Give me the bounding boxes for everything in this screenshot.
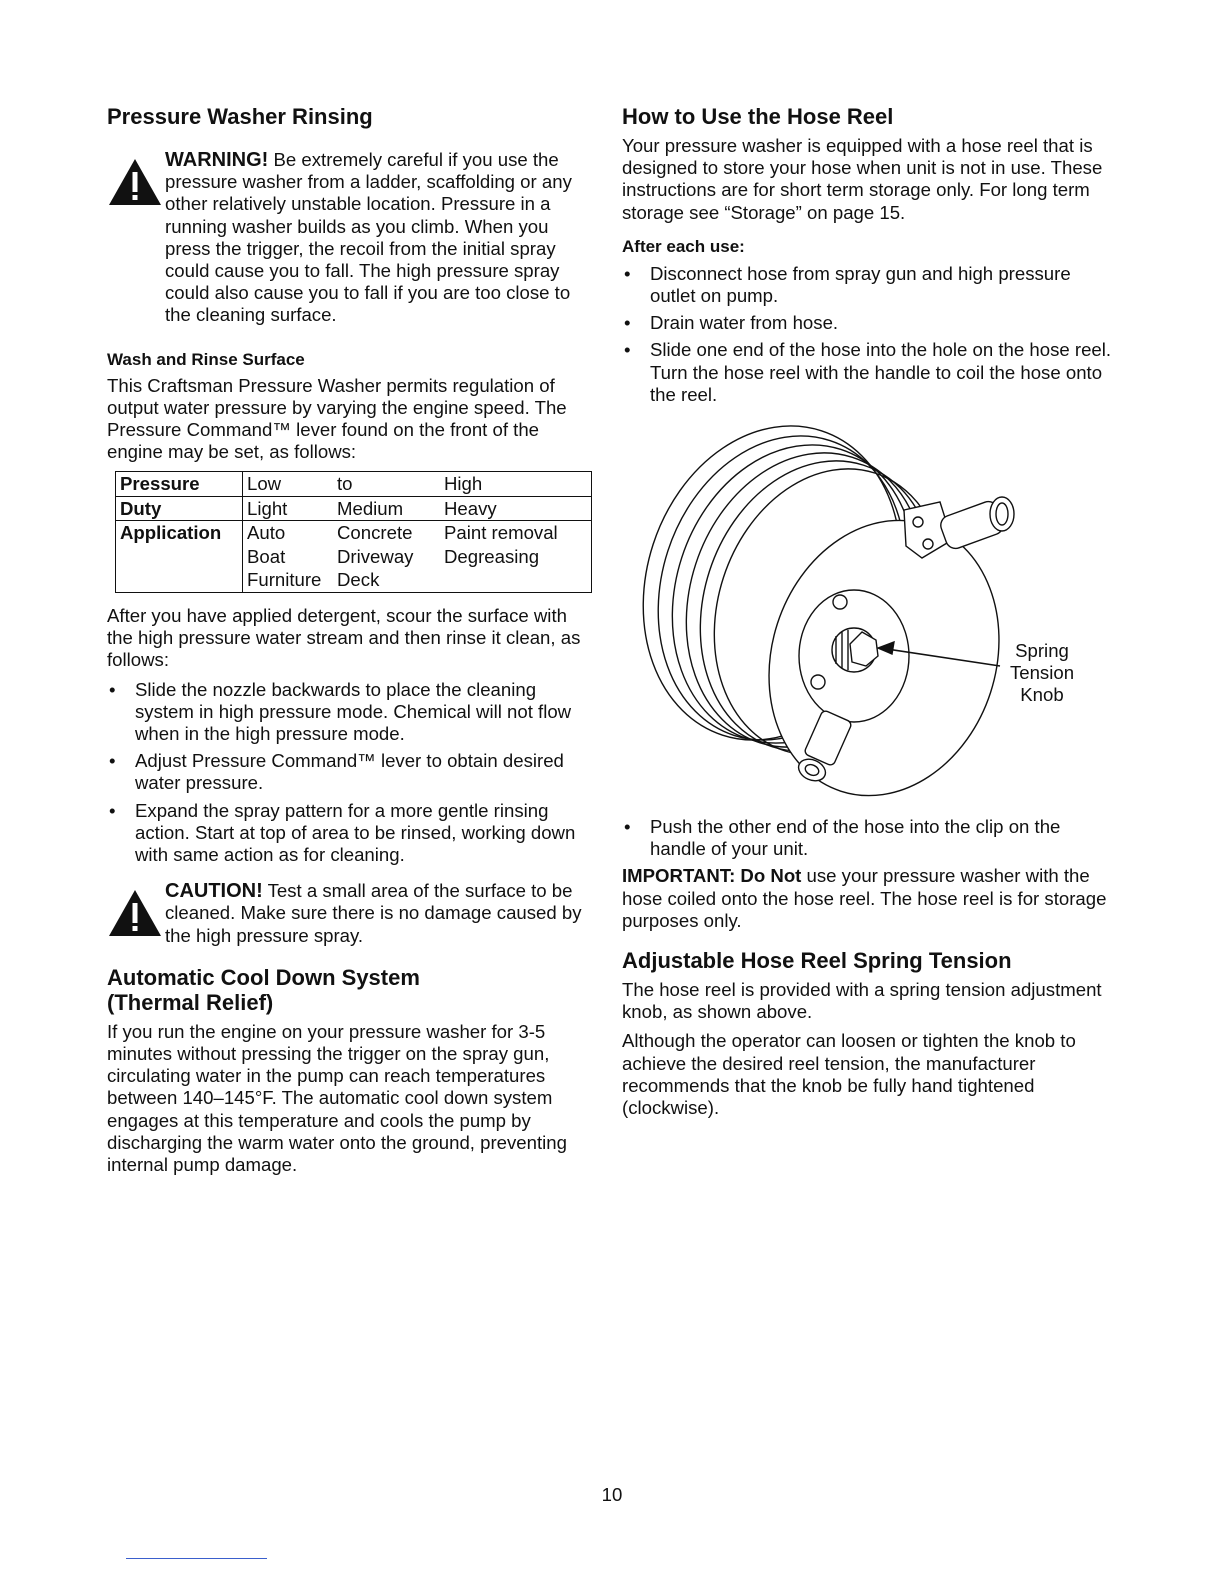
list-item-text: Disconnect hose from spray gun and high pressure outlet on pump. (650, 262, 1071, 307)
table-row (116, 521, 592, 593)
cell-value: Medium (337, 497, 404, 519)
important-paragraph (622, 865, 1117, 932)
row-label-application: Application (116, 521, 243, 593)
cell-value: Furniture (247, 569, 322, 591)
wash-rinse-subheading: Wash and Rinse Surface (107, 349, 305, 369)
list-item-text: Drain water from hose. (650, 312, 839, 334)
cooldown-paragraph: If you run the engine on your pressure washer for 3-5 minutes without pressing the trigger on the spray gun, circulating water in the pump can reach temperatures between 140–145°F. The automatic cool down system engages at this temperature and cools the pump by discharging the warm water onto the ground, preventing internal pump damage. (107, 1020, 567, 1175)
cell-value: Driveway (337, 545, 414, 567)
warning-block (107, 149, 592, 327)
callout-line: Knob (1020, 684, 1064, 706)
row-label-duty: Duty (116, 496, 243, 521)
after-detergent-paragraph: After you have applied detergent, scour the surface with the high pressure water stream and then rinse it clean, as follows: (107, 604, 581, 671)
cell-value: Light (247, 497, 288, 519)
hose-reel-final-step (622, 816, 1117, 860)
cell-value: High (444, 473, 483, 495)
list-item-text: Adjust Pressure Command™ lever to obtain desired water pressure. (135, 750, 564, 794)
spring-tension-heading: Adjustable Hose Reel Spring Tension (622, 948, 1012, 974)
hose-reel-steps-list (622, 263, 1117, 406)
left-column (107, 100, 592, 1176)
page-number: 10 (601, 1484, 623, 1505)
warning-label: WARNING! (165, 149, 269, 171)
callout-line: Tension (1009, 662, 1075, 684)
warning-text: Be extremely careful if you use the pressure washer from a ladder, scaffolding or any other relatively unstable location. Pressure in a running washer builds as you climb. When you press the trigger, the recoil from the initial spray could cause you to fall. The high pressure spray could also cause you to fall if you are too close to the cleaning surface. (165, 149, 572, 326)
callout-line: Spring (1015, 640, 1069, 662)
hose-reel-heading: How to Use the Hose Reel (622, 104, 894, 129)
cell-value: Deck (337, 569, 380, 591)
cell-value: Low (247, 473, 282, 495)
list-item (622, 339, 1117, 406)
cell-value: Paint removal (444, 522, 558, 544)
spring-tension-knob-label (1004, 640, 1080, 706)
caution-block (107, 880, 592, 947)
table-cell (243, 496, 592, 521)
wash-rinse-paragraph: This Craftsman Pressure Washer permits regulation of output water pressure by varying the engine speed. The Pressure Command™ lever found on the front of the engine may be set, as follows: (107, 374, 567, 463)
spring-tension-paragraph-2: Although the operator can loosen or tighten the knob to achieve the desired reel tension, the manufacturer recommends that the knob be fully hand tightened (clockwise). (622, 1030, 1076, 1119)
important-text: use your pressure washer with the hose coiled onto the hose reel. The hose reel is for storage purposes only. (622, 865, 1107, 931)
warning-paragraph (165, 149, 592, 327)
bullet-icon: • (109, 799, 116, 821)
caution-label: CAUTION! (165, 880, 263, 903)
row-label-pressure: Pressure (116, 472, 243, 497)
table-cell (243, 521, 592, 593)
bottom-rule (126, 1558, 267, 1559)
rinsing-heading: Pressure Washer Rinsing (107, 104, 373, 129)
bullet-icon: • (109, 678, 116, 700)
hose-reel-illustration (622, 418, 1112, 806)
right-column (622, 100, 1117, 1119)
caution-text: Test a small area of the surface to be cleaned. Make sure there is no damage caused by the high pressure spray. (165, 880, 582, 946)
table-cell (243, 472, 592, 497)
list-item (107, 750, 592, 794)
caution-triangle-icon (107, 888, 163, 938)
spring-tension-paragraph-1: The hose reel is provided with a spring tension adjustment knob, as shown above. (622, 979, 1102, 1023)
cooldown-heading: Automatic Cool Down System (Thermal Relief) (107, 964, 420, 1015)
list-item (622, 263, 1117, 307)
after-each-use-subheading: After each use: (622, 236, 745, 256)
rinsing-steps-list (107, 679, 592, 867)
table-row (116, 496, 592, 521)
cell-value: Heavy (444, 497, 497, 519)
caution-paragraph (165, 880, 592, 947)
cell-value: to (337, 473, 353, 495)
bullet-icon: • (624, 816, 631, 838)
list-item (622, 312, 1117, 334)
hose-reel-figure (622, 418, 1112, 806)
cell-value: Degreasing (444, 545, 540, 567)
list-item (107, 800, 592, 867)
list-item-text: Push the other end of the hose into the clip on the handle of your unit. (650, 816, 1061, 860)
table-row (116, 472, 592, 497)
list-item-text: Slide the nozzle backwards to place the cleaning system in high pressure mode. Chemical will not flow when in the high pressure mode. (135, 678, 572, 744)
cell-value (444, 568, 591, 592)
cell-value: Boat (247, 545, 286, 567)
cell-value: Auto (247, 522, 286, 544)
bullet-icon: • (624, 262, 631, 284)
bullet-icon: • (109, 750, 116, 772)
list-item (107, 679, 592, 746)
bullet-icon: • (624, 339, 631, 361)
warning-triangle-icon (107, 157, 163, 207)
pressure-duty-table (115, 471, 592, 593)
hose-reel-intro: Your pressure washer is equipped with a hose reel that is designed to store your hose when unit is not in use. These instructions are for short term storage only. For long term storage see “Storage” on page 15. (622, 135, 1103, 223)
bullet-icon: • (624, 312, 631, 334)
cell-value: Concrete (337, 522, 413, 544)
list-item-text: Slide one end of the hose into the hole on the hose reel. Turn the hose reel with the handle to coil the hose onto the reel. (650, 339, 1112, 405)
list-item-text: Expand the spray pattern for a more gentle rinsing action. Start at top of area to be rinsed, working down with same action as for cleaning. (135, 799, 576, 865)
important-label: IMPORTANT: Do Not (622, 865, 802, 887)
list-item (622, 816, 1117, 860)
